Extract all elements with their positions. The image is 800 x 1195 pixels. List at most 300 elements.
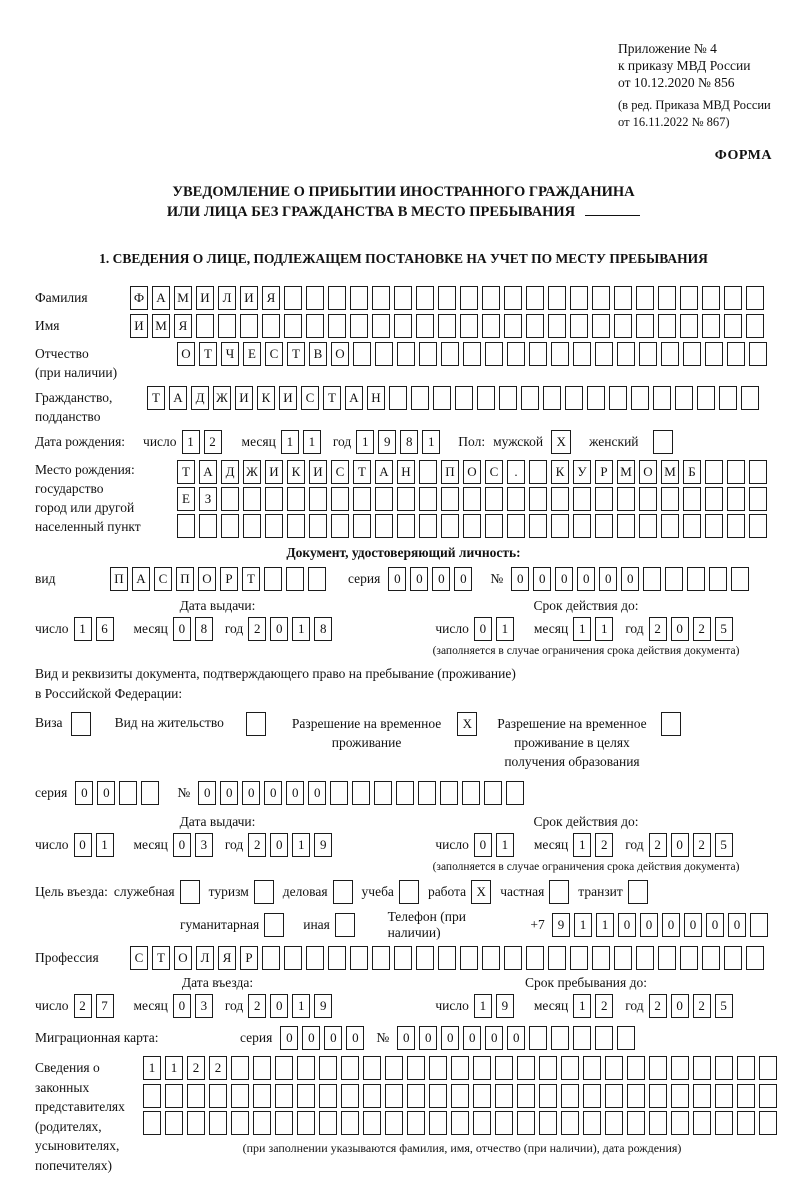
char-cell[interactable] — [265, 514, 283, 538]
char-cell[interactable] — [671, 1111, 689, 1135]
char-cell[interactable]: 1 — [182, 430, 200, 454]
char-cell[interactable]: 9 — [314, 994, 332, 1018]
char-cell[interactable] — [451, 1084, 469, 1108]
char-cell[interactable] — [592, 946, 610, 970]
char-cell[interactable] — [275, 1084, 293, 1108]
char-cell[interactable] — [407, 1111, 425, 1135]
char-cell[interactable] — [350, 946, 368, 970]
char-cell[interactable] — [749, 342, 767, 366]
char-cell[interactable]: Б — [683, 460, 701, 484]
char-cell[interactable] — [394, 946, 412, 970]
char-cell[interactable] — [570, 946, 588, 970]
char-cell[interactable]: Я — [218, 946, 236, 970]
char-cell[interactable] — [221, 487, 239, 511]
char-cell[interactable] — [306, 286, 324, 310]
char-cell[interactable]: Ж — [243, 460, 261, 484]
char-cell[interactable]: 0 — [97, 781, 115, 805]
char-cell[interactable]: 0 — [280, 1026, 298, 1050]
char-cell[interactable]: 0 — [511, 567, 529, 591]
char-cell[interactable] — [306, 946, 324, 970]
char-cell[interactable] — [539, 1111, 557, 1135]
char-cell[interactable]: 1 — [573, 833, 591, 857]
char-cell[interactable] — [521, 386, 539, 410]
char-cell[interactable]: А — [169, 386, 187, 410]
char-cell[interactable] — [477, 386, 495, 410]
char-cell[interactable] — [209, 1084, 227, 1108]
char-cell[interactable]: 0 — [706, 913, 724, 937]
char-cell[interactable] — [749, 514, 767, 538]
char-cell[interactable] — [243, 514, 261, 538]
char-cell[interactable]: Я — [262, 286, 280, 310]
char-cell[interactable]: О — [174, 946, 192, 970]
char-cell[interactable]: 9 — [496, 994, 514, 1018]
char-cell[interactable]: 1 — [574, 913, 592, 937]
char-cell[interactable]: 0 — [507, 1026, 525, 1050]
char-cell[interactable] — [363, 1084, 381, 1108]
char-cell[interactable]: П — [441, 460, 459, 484]
char-cell[interactable] — [499, 386, 517, 410]
char-cell[interactable]: 1 — [595, 617, 613, 641]
purpose-humanitarian-checkbox[interactable] — [264, 913, 284, 937]
char-cell[interactable]: 9 — [378, 430, 396, 454]
char-cell[interactable] — [727, 487, 745, 511]
char-cell[interactable]: М — [152, 314, 170, 338]
char-cell[interactable] — [759, 1084, 777, 1108]
char-cell[interactable] — [583, 1056, 601, 1080]
char-cell[interactable]: 0 — [270, 994, 288, 1018]
char-cell[interactable] — [561, 1056, 579, 1080]
char-cell[interactable]: Т — [152, 946, 170, 970]
char-cell[interactable]: 2 — [248, 994, 266, 1018]
char-cell[interactable]: Е — [177, 487, 195, 511]
char-cell[interactable] — [328, 314, 346, 338]
char-cell[interactable]: Е — [243, 342, 261, 366]
char-cell[interactable]: 1 — [496, 617, 514, 641]
char-cell[interactable]: 0 — [599, 567, 617, 591]
char-cell[interactable] — [693, 1084, 711, 1108]
char-cell[interactable] — [482, 286, 500, 310]
sex-female-checkbox[interactable] — [653, 430, 673, 454]
char-cell[interactable] — [394, 314, 412, 338]
char-cell[interactable] — [240, 314, 258, 338]
char-cell[interactable]: Л — [218, 286, 236, 310]
char-cell[interactable]: 0 — [618, 913, 636, 937]
char-cell[interactable] — [702, 946, 720, 970]
char-cell[interactable] — [746, 314, 764, 338]
purpose-tourism-checkbox[interactable] — [254, 880, 274, 904]
char-cell[interactable] — [407, 1056, 425, 1080]
char-cell[interactable]: 0 — [577, 567, 595, 591]
char-cell[interactable] — [264, 567, 282, 591]
char-cell[interactable] — [506, 781, 524, 805]
char-cell[interactable]: 5 — [715, 833, 733, 857]
char-cell[interactable]: 2 — [248, 617, 266, 641]
char-cell[interactable]: 0 — [74, 833, 92, 857]
char-cell[interactable] — [331, 514, 349, 538]
char-cell[interactable] — [297, 1056, 315, 1080]
char-cell[interactable] — [551, 1026, 569, 1050]
char-cell[interactable] — [353, 487, 371, 511]
char-cell[interactable]: 6 — [96, 617, 114, 641]
char-cell[interactable]: 1 — [303, 430, 321, 454]
char-cell[interactable]: И — [240, 286, 258, 310]
char-cell[interactable] — [680, 286, 698, 310]
char-cell[interactable] — [495, 1056, 513, 1080]
char-cell[interactable]: 5 — [715, 994, 733, 1018]
char-cell[interactable] — [639, 342, 657, 366]
char-cell[interactable]: 2 — [204, 430, 222, 454]
char-cell[interactable]: 1 — [573, 994, 591, 1018]
char-cell[interactable] — [649, 1084, 667, 1108]
char-cell[interactable]: 8 — [400, 430, 418, 454]
char-cell[interactable]: Л — [196, 946, 214, 970]
char-cell[interactable]: М — [617, 460, 635, 484]
char-cell[interactable]: 2 — [649, 994, 667, 1018]
char-cell[interactable] — [418, 781, 436, 805]
char-cell[interactable] — [705, 487, 723, 511]
char-cell[interactable] — [485, 487, 503, 511]
char-cell[interactable] — [715, 1056, 733, 1080]
char-cell[interactable]: О — [177, 342, 195, 366]
char-cell[interactable] — [187, 1084, 205, 1108]
char-cell[interactable] — [573, 487, 591, 511]
char-cell[interactable]: . — [507, 460, 525, 484]
char-cell[interactable] — [643, 567, 661, 591]
char-cell[interactable] — [749, 460, 767, 484]
char-cell[interactable]: Р — [220, 567, 238, 591]
char-cell[interactable] — [419, 342, 437, 366]
char-cell[interactable] — [372, 286, 390, 310]
char-cell[interactable] — [727, 342, 745, 366]
char-cell[interactable]: 1 — [143, 1056, 161, 1080]
char-cell[interactable] — [570, 286, 588, 310]
char-cell[interactable] — [389, 386, 407, 410]
purpose-official-checkbox[interactable] — [180, 880, 200, 904]
char-cell[interactable] — [592, 286, 610, 310]
char-cell[interactable] — [561, 1084, 579, 1108]
char-cell[interactable] — [119, 781, 137, 805]
char-cell[interactable]: 5 — [715, 617, 733, 641]
char-cell[interactable]: М — [174, 286, 192, 310]
char-cell[interactable]: 0 — [441, 1026, 459, 1050]
char-cell[interactable]: 0 — [173, 833, 191, 857]
char-cell[interactable] — [658, 286, 676, 310]
visa-checkbox[interactable] — [71, 712, 91, 736]
char-cell[interactable]: 0 — [410, 567, 428, 591]
char-cell[interactable]: 0 — [555, 567, 573, 591]
char-cell[interactable] — [709, 567, 727, 591]
char-cell[interactable] — [372, 946, 390, 970]
char-cell[interactable] — [253, 1111, 271, 1135]
char-cell[interactable] — [661, 487, 679, 511]
char-cell[interactable]: 0 — [432, 567, 450, 591]
char-cell[interactable] — [737, 1111, 755, 1135]
char-cell[interactable] — [605, 1111, 623, 1135]
char-cell[interactable]: 0 — [671, 994, 689, 1018]
char-cell[interactable]: 2 — [209, 1056, 227, 1080]
char-cell[interactable]: 0 — [302, 1026, 320, 1050]
char-cell[interactable] — [441, 342, 459, 366]
char-cell[interactable] — [627, 1056, 645, 1080]
char-cell[interactable] — [565, 386, 583, 410]
char-cell[interactable] — [396, 781, 414, 805]
char-cell[interactable]: О — [463, 460, 481, 484]
char-cell[interactable] — [671, 1084, 689, 1108]
char-cell[interactable] — [595, 514, 613, 538]
char-cell[interactable]: Д — [221, 460, 239, 484]
char-cell[interactable]: 0 — [454, 567, 472, 591]
char-cell[interactable] — [687, 567, 705, 591]
char-cell[interactable] — [683, 342, 701, 366]
char-cell[interactable] — [573, 342, 591, 366]
char-cell[interactable] — [463, 342, 481, 366]
char-cell[interactable]: Т — [323, 386, 341, 410]
char-cell[interactable]: 0 — [308, 781, 326, 805]
char-cell[interactable] — [529, 342, 547, 366]
char-cell[interactable]: Р — [595, 460, 613, 484]
char-cell[interactable]: Н — [367, 386, 385, 410]
char-cell[interactable] — [573, 1026, 591, 1050]
sex-male-checkbox[interactable]: X — [551, 430, 571, 454]
char-cell[interactable] — [385, 1111, 403, 1135]
purpose-other-checkbox[interactable] — [335, 913, 355, 937]
char-cell[interactable]: 0 — [662, 913, 680, 937]
char-cell[interactable] — [636, 946, 654, 970]
char-cell[interactable] — [661, 514, 679, 538]
char-cell[interactable] — [485, 514, 503, 538]
char-cell[interactable]: К — [551, 460, 569, 484]
char-cell[interactable] — [341, 1056, 359, 1080]
char-cell[interactable]: И — [235, 386, 253, 410]
char-cell[interactable]: 0 — [173, 994, 191, 1018]
char-cell[interactable]: П — [176, 567, 194, 591]
char-cell[interactable]: С — [130, 946, 148, 970]
char-cell[interactable]: 1 — [281, 430, 299, 454]
char-cell[interactable] — [605, 1056, 623, 1080]
char-cell[interactable] — [639, 487, 657, 511]
char-cell[interactable]: А — [152, 286, 170, 310]
purpose-work-checkbox[interactable]: X — [471, 880, 491, 904]
char-cell[interactable]: 0 — [728, 913, 746, 937]
char-cell[interactable] — [397, 514, 415, 538]
char-cell[interactable] — [416, 314, 434, 338]
char-cell[interactable]: С — [265, 342, 283, 366]
char-cell[interactable] — [473, 1084, 491, 1108]
char-cell[interactable] — [661, 342, 679, 366]
char-cell[interactable] — [440, 781, 458, 805]
char-cell[interactable] — [653, 386, 671, 410]
char-cell[interactable]: 0 — [474, 833, 492, 857]
char-cell[interactable] — [529, 460, 547, 484]
char-cell[interactable] — [495, 1111, 513, 1135]
char-cell[interactable]: С — [485, 460, 503, 484]
char-cell[interactable] — [350, 286, 368, 310]
char-cell[interactable]: 0 — [684, 913, 702, 937]
char-cell[interactable] — [331, 487, 349, 511]
char-cell[interactable] — [221, 514, 239, 538]
char-cell[interactable]: 0 — [173, 617, 191, 641]
char-cell[interactable]: 0 — [463, 1026, 481, 1050]
char-cell[interactable] — [353, 514, 371, 538]
char-cell[interactable]: С — [154, 567, 172, 591]
char-cell[interactable] — [438, 946, 456, 970]
char-cell[interactable] — [675, 386, 693, 410]
char-cell[interactable] — [617, 1026, 635, 1050]
char-cell[interactable] — [495, 1084, 513, 1108]
char-cell[interactable]: С — [331, 460, 349, 484]
char-cell[interactable]: 3 — [195, 833, 213, 857]
char-cell[interactable] — [724, 946, 742, 970]
char-cell[interactable]: Я — [174, 314, 192, 338]
char-cell[interactable] — [218, 314, 236, 338]
char-cell[interactable] — [460, 314, 478, 338]
char-cell[interactable] — [253, 1056, 271, 1080]
char-cell[interactable] — [419, 514, 437, 538]
char-cell[interactable] — [196, 314, 214, 338]
char-cell[interactable] — [199, 514, 217, 538]
char-cell[interactable] — [737, 1084, 755, 1108]
char-cell[interactable]: Т — [353, 460, 371, 484]
char-cell[interactable] — [319, 1111, 337, 1135]
char-cell[interactable] — [394, 286, 412, 310]
char-cell[interactable] — [165, 1111, 183, 1135]
char-cell[interactable] — [705, 460, 723, 484]
char-cell[interactable]: 0 — [671, 617, 689, 641]
char-cell[interactable] — [543, 386, 561, 410]
char-cell[interactable] — [231, 1111, 249, 1135]
char-cell[interactable]: 0 — [640, 913, 658, 937]
char-cell[interactable] — [397, 487, 415, 511]
char-cell[interactable] — [363, 1111, 381, 1135]
char-cell[interactable]: И — [279, 386, 297, 410]
char-cell[interactable] — [451, 1111, 469, 1135]
char-cell[interactable] — [724, 286, 742, 310]
char-cell[interactable] — [419, 487, 437, 511]
char-cell[interactable] — [187, 1111, 205, 1135]
char-cell[interactable] — [583, 1111, 601, 1135]
char-cell[interactable] — [482, 946, 500, 970]
char-cell[interactable] — [416, 286, 434, 310]
char-cell[interactable]: 0 — [324, 1026, 342, 1050]
char-cell[interactable]: 0 — [419, 1026, 437, 1050]
char-cell[interactable] — [429, 1111, 447, 1135]
char-cell[interactable] — [463, 487, 481, 511]
char-cell[interactable]: 2 — [649, 617, 667, 641]
char-cell[interactable] — [746, 286, 764, 310]
char-cell[interactable] — [177, 514, 195, 538]
char-cell[interactable]: 2 — [649, 833, 667, 857]
char-cell[interactable]: 0 — [198, 781, 216, 805]
char-cell[interactable] — [306, 314, 324, 338]
char-cell[interactable] — [551, 342, 569, 366]
char-cell[interactable]: 1 — [496, 833, 514, 857]
char-cell[interactable] — [143, 1084, 161, 1108]
char-cell[interactable] — [636, 314, 654, 338]
char-cell[interactable] — [671, 1056, 689, 1080]
char-cell[interactable] — [504, 286, 522, 310]
char-cell[interactable] — [286, 567, 304, 591]
char-cell[interactable]: 1 — [573, 617, 591, 641]
char-cell[interactable] — [551, 487, 569, 511]
char-cell[interactable] — [529, 487, 547, 511]
char-cell[interactable] — [719, 386, 737, 410]
char-cell[interactable] — [526, 286, 544, 310]
char-cell[interactable] — [649, 1056, 667, 1080]
char-cell[interactable] — [328, 286, 346, 310]
char-cell[interactable]: С — [301, 386, 319, 410]
char-cell[interactable] — [702, 314, 720, 338]
char-cell[interactable] — [737, 1056, 755, 1080]
char-cell[interactable] — [451, 1056, 469, 1080]
char-cell[interactable] — [275, 1056, 293, 1080]
char-cell[interactable] — [141, 781, 159, 805]
char-cell[interactable] — [284, 946, 302, 970]
char-cell[interactable]: И — [265, 460, 283, 484]
char-cell[interactable]: З — [199, 487, 217, 511]
char-cell[interactable] — [639, 514, 657, 538]
char-cell[interactable]: 0 — [388, 567, 406, 591]
char-cell[interactable]: Т — [147, 386, 165, 410]
char-cell[interactable] — [504, 946, 522, 970]
char-cell[interactable]: 2 — [693, 617, 711, 641]
char-cell[interactable] — [715, 1084, 733, 1108]
char-cell[interactable] — [529, 1026, 547, 1050]
char-cell[interactable] — [352, 781, 370, 805]
char-cell[interactable]: А — [345, 386, 363, 410]
char-cell[interactable]: К — [257, 386, 275, 410]
char-cell[interactable] — [309, 487, 327, 511]
char-cell[interactable] — [614, 946, 632, 970]
char-cell[interactable] — [231, 1056, 249, 1080]
char-cell[interactable]: Ж — [213, 386, 231, 410]
char-cell[interactable] — [460, 286, 478, 310]
char-cell[interactable] — [724, 314, 742, 338]
char-cell[interactable]: 8 — [314, 617, 332, 641]
char-cell[interactable] — [485, 342, 503, 366]
char-cell[interactable] — [697, 386, 715, 410]
char-cell[interactable] — [441, 514, 459, 538]
char-cell[interactable] — [507, 514, 525, 538]
char-cell[interactable] — [705, 514, 723, 538]
char-cell[interactable]: И — [309, 460, 327, 484]
char-cell[interactable] — [319, 1084, 337, 1108]
char-cell[interactable] — [438, 314, 456, 338]
char-cell[interactable] — [375, 487, 393, 511]
char-cell[interactable] — [308, 567, 326, 591]
char-cell[interactable] — [482, 314, 500, 338]
char-cell[interactable] — [631, 386, 649, 410]
char-cell[interactable]: 2 — [248, 833, 266, 857]
char-cell[interactable]: 0 — [220, 781, 238, 805]
char-cell[interactable] — [627, 1084, 645, 1108]
purpose-private-checkbox[interactable] — [549, 880, 569, 904]
char-cell[interactable] — [372, 314, 390, 338]
char-cell[interactable]: А — [375, 460, 393, 484]
char-cell[interactable] — [143, 1111, 161, 1135]
char-cell[interactable] — [539, 1056, 557, 1080]
char-cell[interactable]: О — [331, 342, 349, 366]
char-cell[interactable]: Т — [177, 460, 195, 484]
temp-residence-checkbox[interactable]: X — [457, 712, 477, 736]
char-cell[interactable]: 0 — [264, 781, 282, 805]
char-cell[interactable]: П — [110, 567, 128, 591]
char-cell[interactable] — [473, 1056, 491, 1080]
char-cell[interactable]: 1 — [165, 1056, 183, 1080]
char-cell[interactable]: 1 — [292, 617, 310, 641]
char-cell[interactable] — [551, 514, 569, 538]
char-cell[interactable] — [665, 567, 683, 591]
char-cell[interactable] — [328, 946, 346, 970]
